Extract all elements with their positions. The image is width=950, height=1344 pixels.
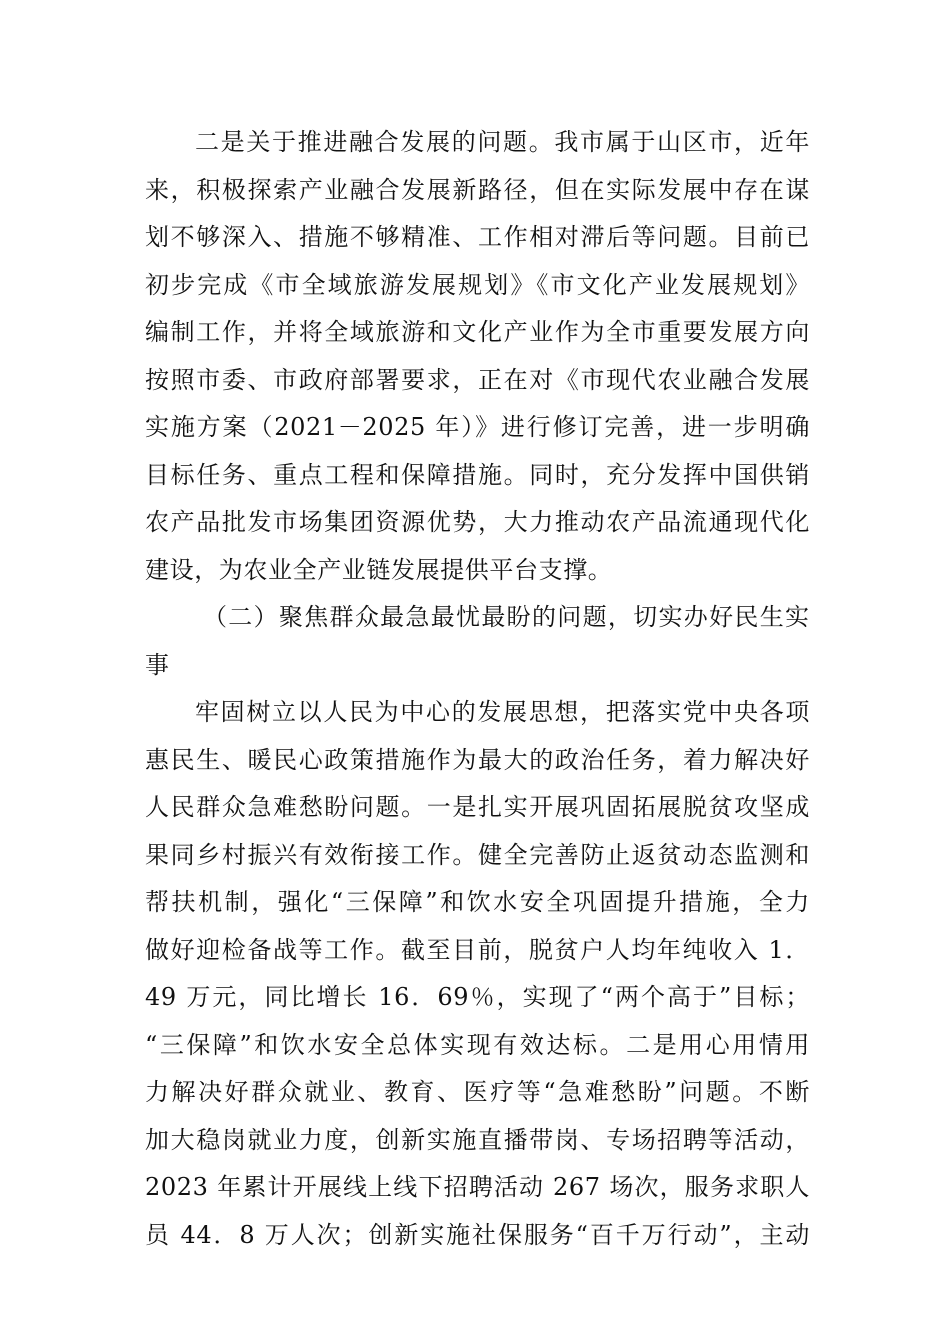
paragraph-line: 初步完成《市全域旅游发展规划》《市文化产业发展规划》 — [145, 270, 810, 299]
heading-line: 事 — [145, 650, 170, 679]
heading-line: （二）聚焦群众最急最忧最盼的问题，切实办好民生实 — [203, 603, 810, 631]
paragraph-line: 划不够深入、措施不够精准、工作相对滞后等问题。目前已 — [145, 223, 810, 251]
paragraph-line: 二是关于推进融合发展的问题。我市属于山区市，近年 — [195, 128, 810, 156]
section-heading — [145, 594, 810, 689]
paragraph-line: 人民群众急难愁盼问题。一是扎实开展巩固拓展脱贫攻坚成 — [145, 793, 810, 821]
paragraph-line: 按照市委、市政府部署要求，正在对《市现代农业融合发展 — [145, 365, 810, 394]
paragraph-livelihood — [145, 689, 810, 1259]
paragraph-line: 49 万元，同比增长 16．69％，实现了“两个高于”目标； — [145, 983, 810, 1011]
paragraph-line: 实施方案（2021－2025 年）》进行修订完善，进一步明确 — [145, 413, 810, 441]
paragraph-line: 加大稳岗就业力度，创新实施直播带岗、专场招聘等活动， — [145, 1125, 810, 1154]
paragraph-line: 来，积极探索产业融合发展新路径，但在实际发展中存在谋 — [145, 175, 810, 204]
paragraph-line: 目标任务、重点工程和保障措施。同时，充分发挥中国供销 — [145, 460, 810, 489]
paragraph-line: 2023 年累计开展线上线下招聘活动 267 场次，服务求职人 — [145, 1173, 810, 1201]
paragraph-line: 员 44．8 万人次；创新实施社保服务“百千万行动”，主动 — [145, 1220, 810, 1249]
paragraph-line: 农产品批发市场集团资源优势，大力推动农产品流通现代化 — [145, 508, 810, 536]
paragraph-integration-development — [145, 119, 810, 594]
paragraph-line: 果同乡村振兴有效衔接工作。健全完善防止返贫动态监测和 — [145, 840, 810, 869]
paragraph-line: 牢固树立以人民为中心的发展思想，把落实党中央各项 — [195, 698, 810, 726]
paragraph-line: 编制工作，并将全域旅游和文化产业作为全市重要发展方向 — [145, 318, 810, 346]
paragraph-line: 帮扶机制，强化“三保障”和饮水安全巩固提升措施，全力 — [145, 888, 810, 916]
paragraph-line: 建设，为农业全产业链发展提供平台支撑。 — [145, 555, 613, 584]
paragraph-line: “三保障”和饮水安全总体实现有效达标。二是用心用情用 — [145, 1030, 810, 1059]
paragraph-line: 惠民生、暖民心政策措施作为最大的政治任务，着力解决好 — [145, 745, 810, 774]
paragraph-line: 做好迎检备战等工作。截至目前，脱贫户人均年纯收入 1． — [145, 935, 810, 964]
paragraph-line: 力解决好群众就业、教育、医疗等“急难愁盼”问题。不断 — [145, 1078, 810, 1106]
